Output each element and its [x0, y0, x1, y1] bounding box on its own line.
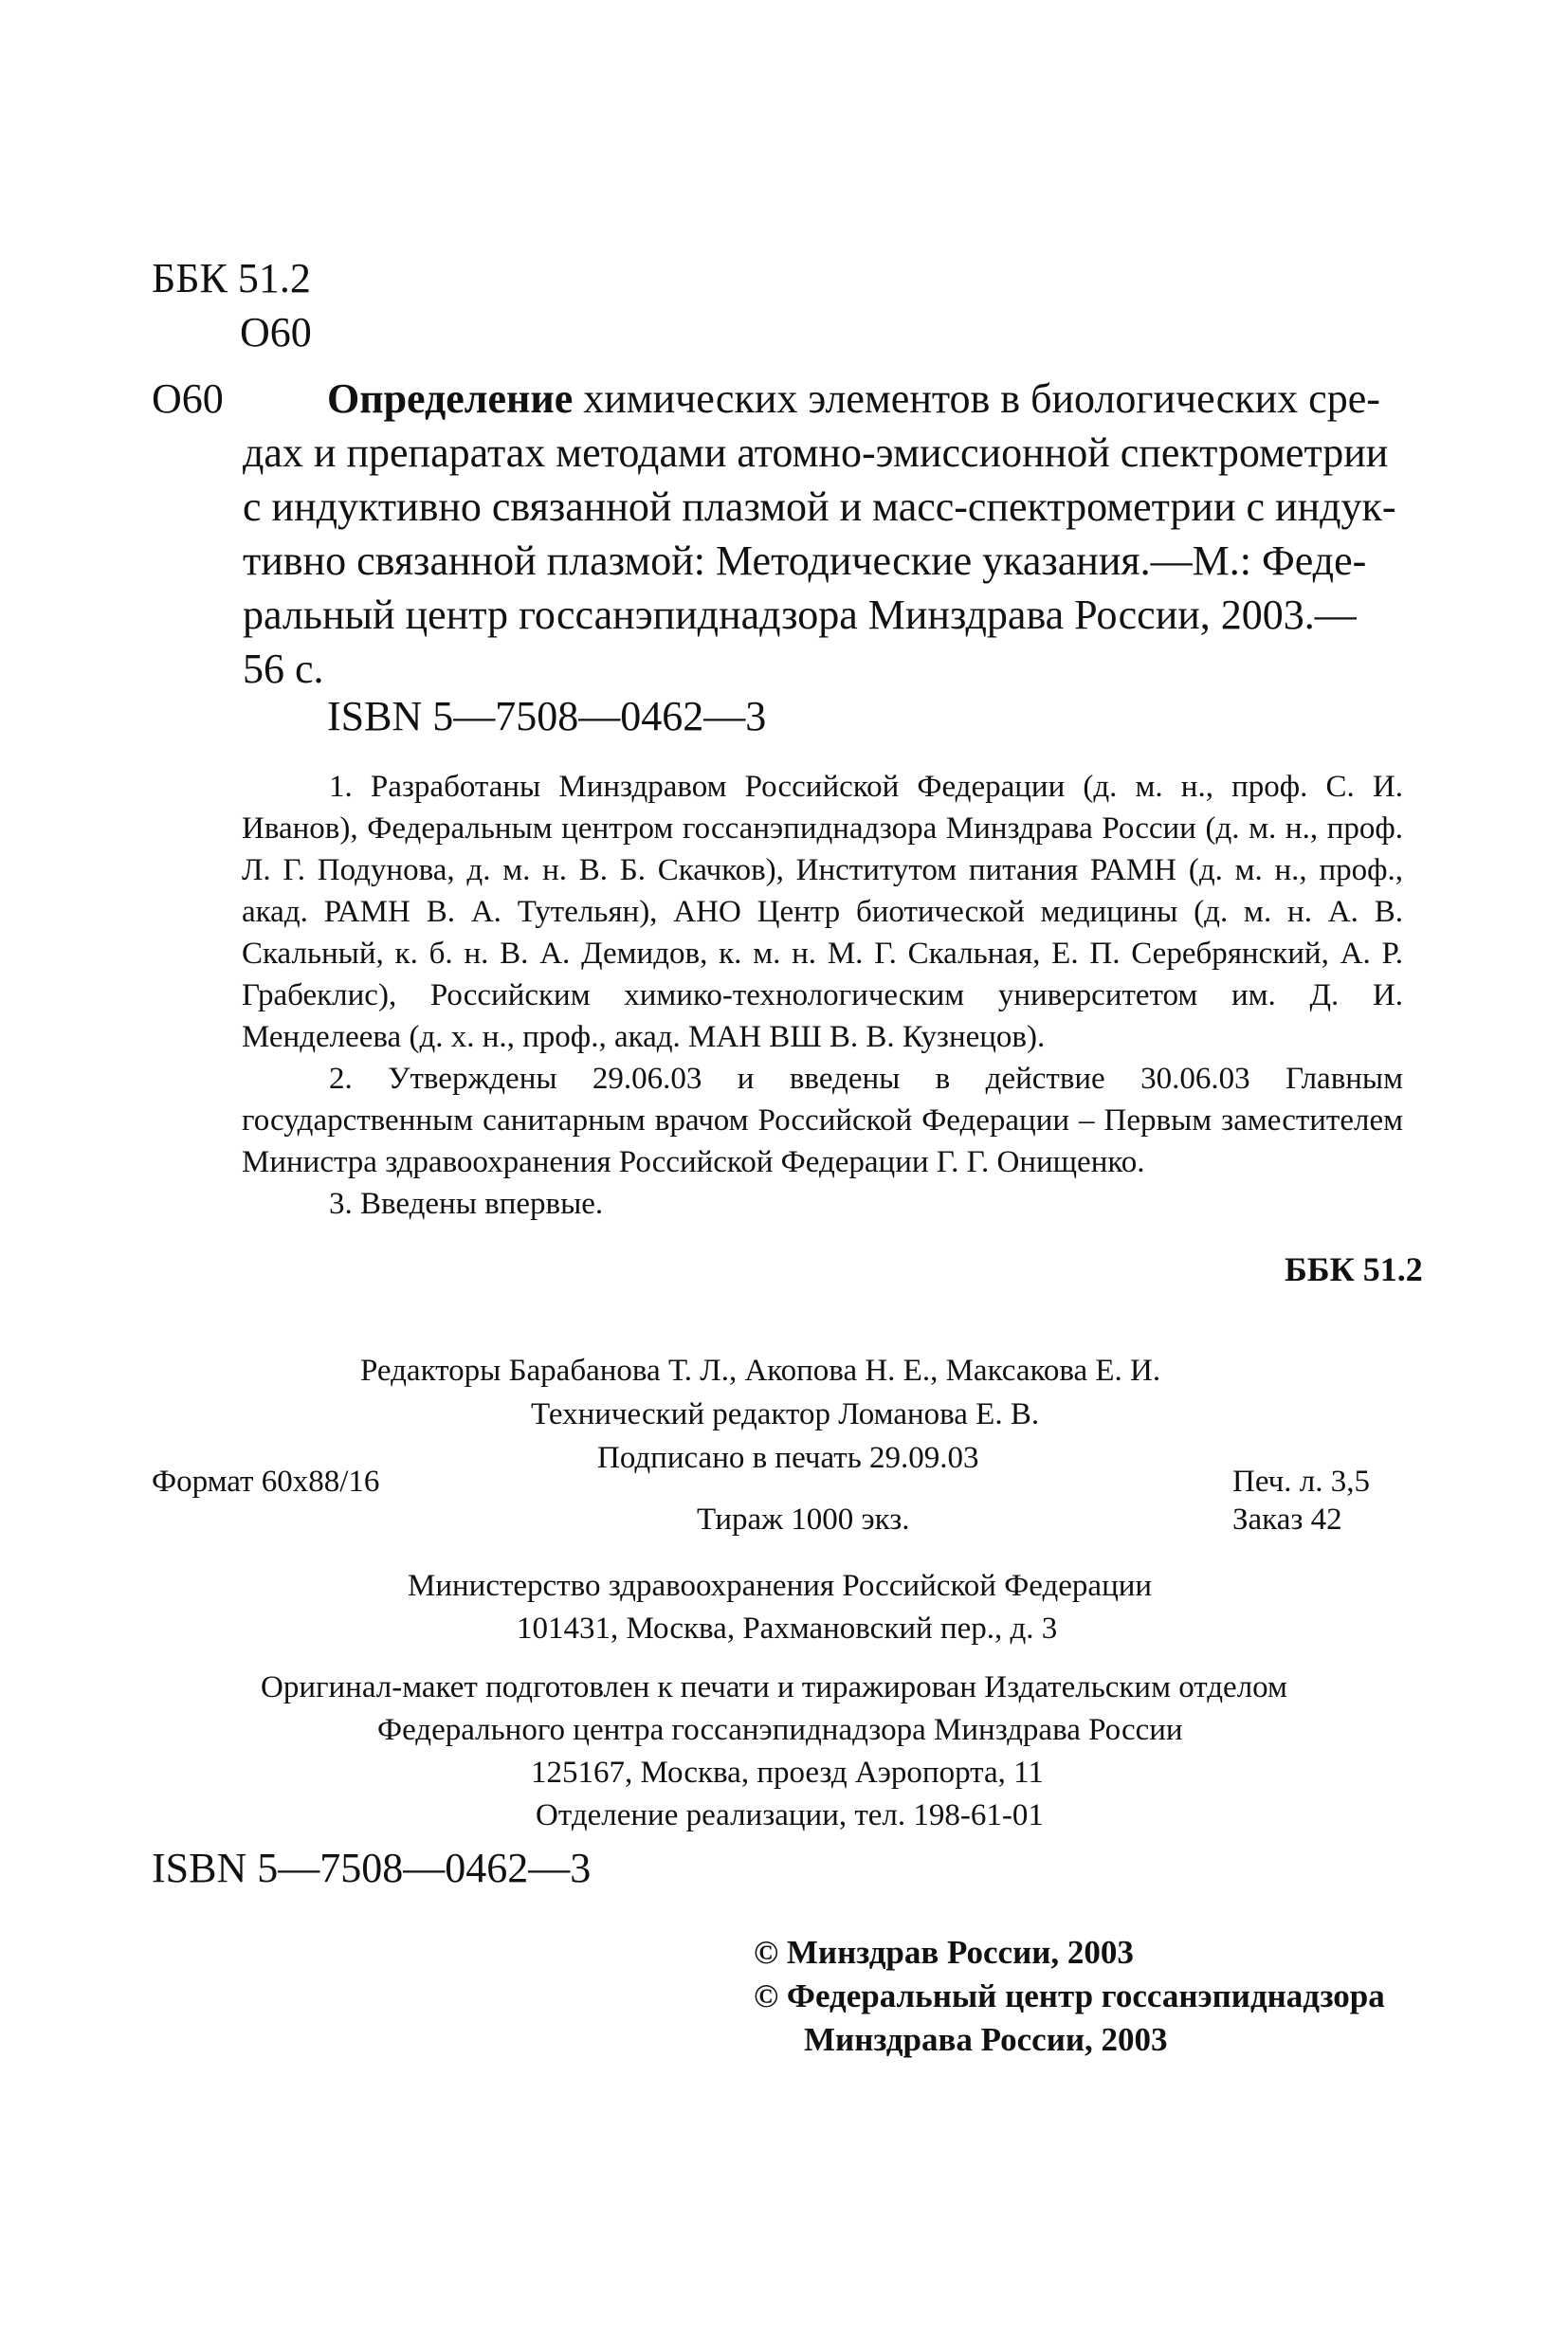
copyright-center: © Федеральный центр госсанэпиднадзора: [754, 1977, 1385, 2014]
tech-editor-line: Технический редактор Ломанова Е. В.: [531, 1397, 1040, 1431]
note-approval: 2. Утверждены 29.06.03 и введены в действие 30.06.03 Главным государственным санитарным врачом Российской Федерации – Первым заместителем Министра здравоохранения Российской Федерации Г. Г. Онищенко.: [242, 1062, 1403, 1179]
entry-code: О60: [152, 375, 224, 422]
signed-line: Подписано в печать 29.09.03: [597, 1441, 979, 1475]
author-code: О60: [240, 309, 312, 355]
sales-line: Отделение реализации, тел. 198-61-01: [536, 1798, 1044, 1832]
note-first-edition: 3. Введены впервые.: [329, 1187, 604, 1221]
bbk-index: ББК 51.2: [152, 255, 311, 301]
isbn-lower: ISBN 5—7508—0462—3: [152, 1845, 592, 1891]
sheets-line: Печ. л. 3,5: [1232, 1465, 1370, 1499]
entry-line-1: [327, 374, 1380, 423]
editors-line: Редакторы Барабанова Т. Л., Акопова Н. Е., Максакова Е. И.: [360, 1354, 1161, 1388]
ministry-name: Министерство здравоохранения Российской Федерации: [408, 1569, 1153, 1603]
print-run-line: Тираж 1000 экз.: [697, 1503, 910, 1537]
entry-line-3: с индуктивно связанной плазмой и масс-спектрометрии с индук-: [243, 483, 1396, 530]
isbn-upper: ISBN 5—7508—0462—3: [327, 693, 767, 739]
prepared-line-1: Оригинал-макет подготовлен к печати и тиражирован Издательским отделом: [261, 1670, 1287, 1704]
entry-line-1-text: химических элементов в биологических сре-: [573, 375, 1380, 422]
copyright-ministry: © Минздрав России, 2003: [754, 1934, 1134, 1971]
entry-title: Определение: [327, 375, 574, 422]
prepared-address: 125167, Москва, проезд Аэропорта, 11: [531, 1756, 1044, 1790]
prepared-line-2: Федерального центра госсанэпиднадзора Минздрава России: [377, 1713, 1183, 1747]
ministry-address: 101431, Москва, Рахмановский пер., д. 3: [517, 1612, 1058, 1646]
format-line: Формат 60x88/16: [152, 1465, 380, 1499]
note-developers: 1. Разработаны Минздравом Российской Федерации (д. м. н., проф. С. И. Иванов), Федеральным центром госсанэпиднадзора Минздрава России (д. м. н., проф. Л. Г. Подунова, д. м. н. В. Б. Скачков), Институтом питания РАМН (д. м. н., проф., акад. РАМН В. А. Тутельян), АНО Центр биотической медицины (д. м. н. А. В. Скальный, к. б. н. В. А. Демидов, к. м. н. М. Г. Скальная, Е. П. Серебрянский, А. Р. Грабеклис), Российским химико-технологическим университетом им. Д. И. Менделеева (д. х. н., проф., акад. МАН ВШ В. В. Кузнецов).: [242, 770, 1403, 1054]
bbk-index-right: ББК 51.2: [1285, 1250, 1423, 1288]
notes-block: [242, 766, 1403, 1225]
order-line: Заказ 42: [1232, 1503, 1342, 1537]
entry-line-5: ральный центр госсанэпиднадзора Минздрава России, 2003.—: [243, 592, 1357, 638]
entry-line-4: тивно связанной плазмой: Методические указания.—М.: Феде-: [243, 537, 1367, 584]
entry-line-6: 56 с.: [243, 646, 324, 692]
copyright-center-cont: Минздрава России, 2003: [804, 2021, 1168, 2058]
entry-line-2: дах и препаратах методами атомно-эмиссионной спектрометрии: [243, 429, 1389, 476]
